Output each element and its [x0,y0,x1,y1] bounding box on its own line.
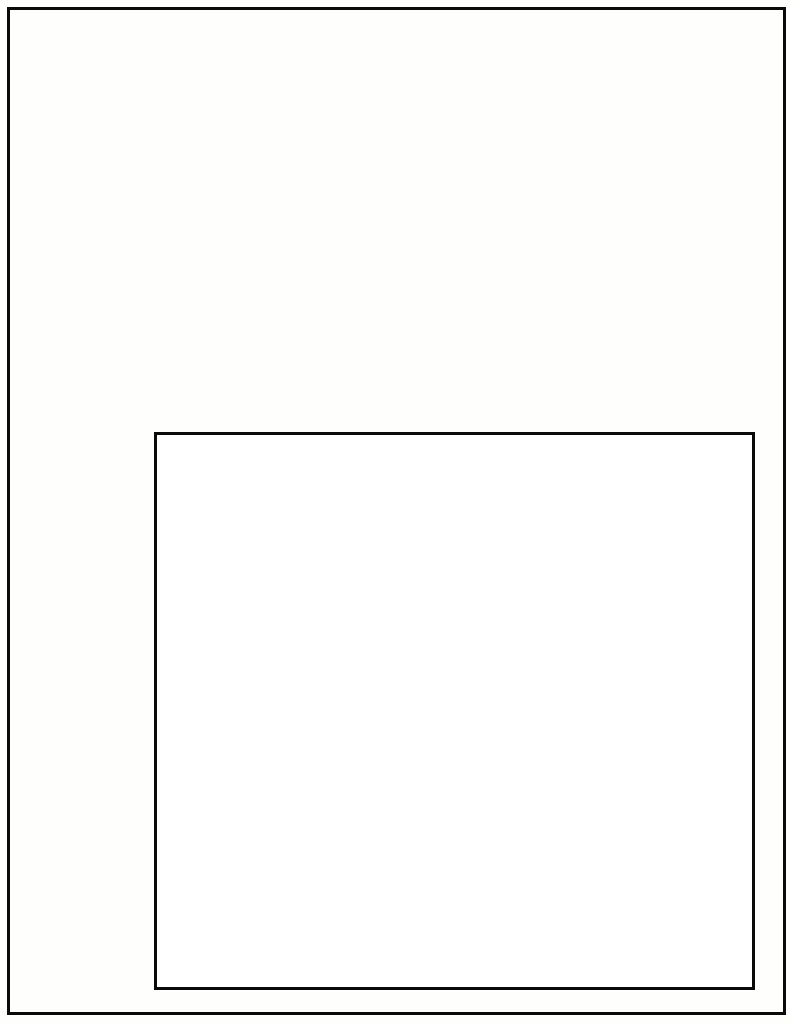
crossword-grid [154,432,755,990]
clue-column-1 [29,23,153,36]
